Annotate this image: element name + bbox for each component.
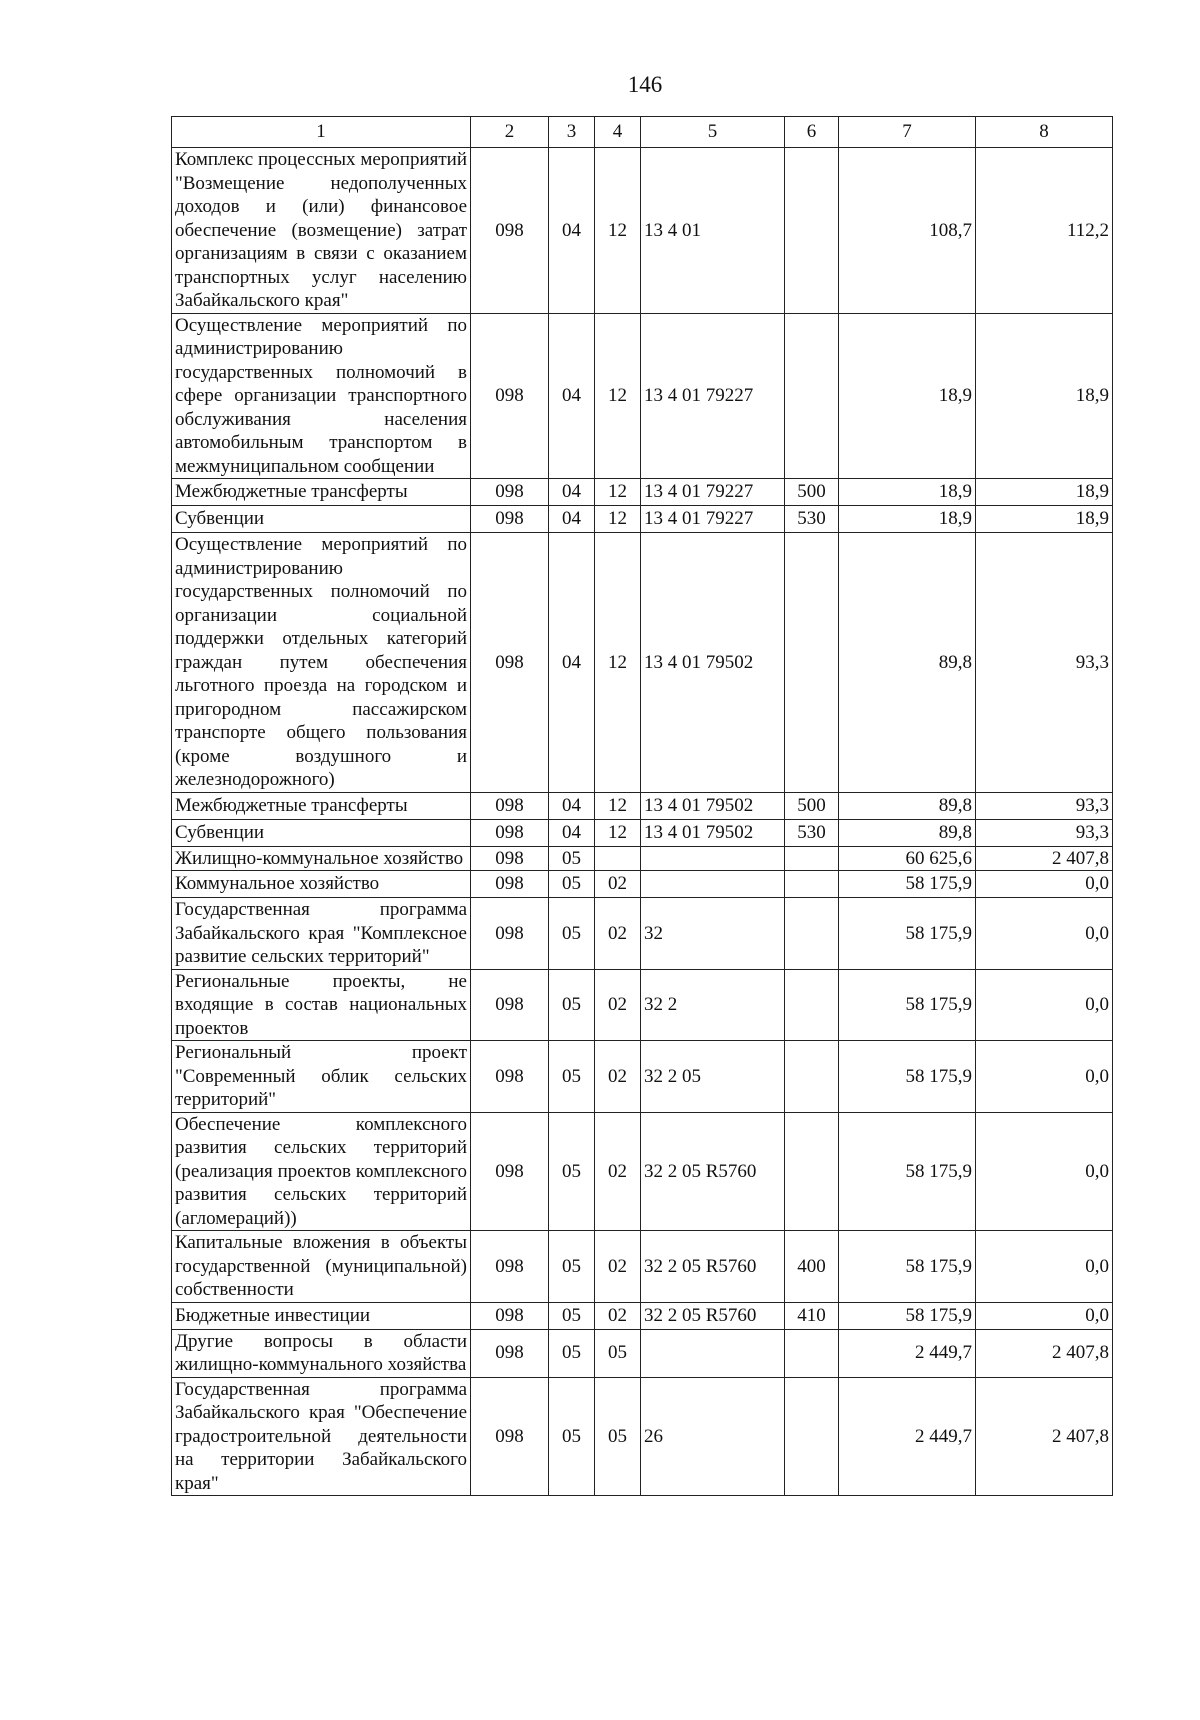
amount-cell-col8: 18,9 (976, 313, 1113, 479)
amount-cell-col7: 58 175,9 (839, 969, 976, 1041)
target-article-cell: 13 4 01 79227 (641, 479, 785, 506)
amount-cell-col8: 0,0 (976, 1112, 1113, 1231)
table-row (172, 479, 1113, 506)
expense-type-cell: 530 (785, 506, 839, 533)
page-number: 146 (627, 72, 663, 97)
subsection-code-cell: 12 (595, 533, 641, 793)
amount-cell-col8: 0,0 (976, 898, 1113, 970)
target-article-cell: 32 2 05 R5760 (641, 1231, 785, 1303)
table-row (172, 969, 1113, 1041)
section-code-cell: 05 (549, 1231, 595, 1303)
amount-cell-col8: 2 407,8 (976, 1377, 1113, 1496)
admin-code-cell: 098 (471, 1231, 549, 1303)
table-row (172, 533, 1113, 793)
subsection-code-cell: 12 (595, 479, 641, 506)
section-code-cell: 05 (549, 1302, 595, 1329)
table-row (172, 819, 1113, 846)
section-code-cell: 05 (549, 1041, 595, 1113)
header-cell: 7 (839, 117, 976, 148)
subsection-code-cell: 02 (595, 1112, 641, 1231)
target-article-cell: 32 (641, 898, 785, 970)
amount-cell-col7: 89,8 (839, 792, 976, 819)
expense-type-cell (785, 313, 839, 479)
subsection-code-cell: 02 (595, 1231, 641, 1303)
amount-cell-col7: 89,8 (839, 819, 976, 846)
table-row (172, 148, 1113, 314)
subsection-code-cell: 02 (595, 969, 641, 1041)
amount-cell-col8: 112,2 (976, 148, 1113, 314)
header-cell: 3 (549, 117, 595, 148)
admin-code-cell: 098 (471, 148, 549, 314)
section-code-cell: 04 (549, 148, 595, 314)
amount-cell-col7: 2 449,7 (839, 1329, 976, 1377)
target-article-cell: 32 2 05 (641, 1041, 785, 1113)
admin-code-cell: 098 (471, 1041, 549, 1113)
target-article-cell: 26 (641, 1377, 785, 1496)
expense-type-cell (785, 148, 839, 314)
amount-cell-col8: 0,0 (976, 871, 1113, 898)
amount-cell-col8: 2 407,8 (976, 846, 1113, 871)
row-name-cell: Региональный проект "Современный облик сельских территорий" (172, 1041, 471, 1113)
section-code-cell: 05 (549, 898, 595, 970)
amount-cell-col8: 0,0 (976, 1041, 1113, 1113)
amount-cell-col7: 18,9 (839, 313, 976, 479)
section-code-cell: 05 (549, 1112, 595, 1231)
budget-table (171, 116, 1113, 1496)
row-name-cell: Обеспечение комплексного развития сельских территорий (реализация проектов комплексного развития сельских территорий (агломераций)) (172, 1112, 471, 1231)
admin-code-cell: 098 (471, 969, 549, 1041)
expense-type-cell: 500 (785, 792, 839, 819)
table-row (172, 313, 1113, 479)
subsection-code-cell: 05 (595, 1329, 641, 1377)
target-article-cell: 32 2 (641, 969, 785, 1041)
amount-cell-col7: 58 175,9 (839, 1302, 976, 1329)
amount-cell-col8: 93,3 (976, 533, 1113, 793)
section-code-cell: 05 (549, 1377, 595, 1496)
subsection-code-cell: 05 (595, 1377, 641, 1496)
table-row (172, 1112, 1113, 1231)
section-code-cell: 04 (549, 313, 595, 479)
expense-type-cell (785, 871, 839, 898)
amount-cell-col7: 89,8 (839, 533, 976, 793)
section-code-cell: 05 (549, 846, 595, 871)
section-code-cell: 05 (549, 969, 595, 1041)
section-code-cell: 05 (549, 871, 595, 898)
row-name-cell: Субвенции (172, 819, 471, 846)
table-row (172, 846, 1113, 871)
row-name-cell: Осуществление мероприятий по администрированию государственных полномочий в сфере организации транспортного обслуживания населения автомобильным транспортом в межмуниципальном сообщении (172, 313, 471, 479)
header-cell: 6 (785, 117, 839, 148)
row-name-cell: Государственная программа Забайкальского края "Комплексное развитие сельских территорий" (172, 898, 471, 970)
subsection-code-cell: 02 (595, 1302, 641, 1329)
table-row (172, 1302, 1113, 1329)
target-article-cell: 32 2 05 R5760 (641, 1302, 785, 1329)
target-article-cell: 13 4 01 79502 (641, 792, 785, 819)
expense-type-cell (785, 1329, 839, 1377)
target-article-cell: 13 4 01 79227 (641, 313, 785, 479)
expense-type-cell (785, 969, 839, 1041)
amount-cell-col7: 58 175,9 (839, 1112, 976, 1231)
admin-code-cell: 098 (471, 1377, 549, 1496)
row-name-cell: Жилищно-коммунальное хозяйство (172, 846, 471, 871)
admin-code-cell: 098 (471, 313, 549, 479)
expense-type-cell: 400 (785, 1231, 839, 1303)
table-row (172, 898, 1113, 970)
admin-code-cell: 098 (471, 479, 549, 506)
amount-cell-col8: 0,0 (976, 1231, 1113, 1303)
admin-code-cell: 098 (471, 846, 549, 871)
table-row (172, 1231, 1113, 1303)
header-cell: 8 (976, 117, 1113, 148)
table-row (172, 871, 1113, 898)
admin-code-cell: 098 (471, 819, 549, 846)
row-name-cell: Коммунальное хозяйство (172, 871, 471, 898)
table-row (172, 506, 1113, 533)
header-cell: 4 (595, 117, 641, 148)
target-article-cell: 13 4 01 79227 (641, 506, 785, 533)
amount-cell-col8: 2 407,8 (976, 1329, 1113, 1377)
table-row (172, 1041, 1113, 1113)
row-name-cell: Межбюджетные трансферты (172, 792, 471, 819)
header-row (172, 117, 1113, 148)
admin-code-cell: 098 (471, 506, 549, 533)
row-name-cell: Капитальные вложения в объекты государственной (муниципальной) собственности (172, 1231, 471, 1303)
subsection-code-cell: 12 (595, 819, 641, 846)
target-article-cell (641, 871, 785, 898)
header-cell: 5 (641, 117, 785, 148)
admin-code-cell: 098 (471, 1329, 549, 1377)
section-code-cell: 04 (549, 792, 595, 819)
target-article-cell: 13 4 01 79502 (641, 533, 785, 793)
section-code-cell: 04 (549, 819, 595, 846)
amount-cell-col7: 58 175,9 (839, 871, 976, 898)
subsection-code-cell: 02 (595, 898, 641, 970)
expense-type-cell: 530 (785, 819, 839, 846)
row-name-cell: Другие вопросы в области жилищно-коммунального хозяйства (172, 1329, 471, 1377)
amount-cell-col7: 58 175,9 (839, 1231, 976, 1303)
admin-code-cell: 098 (471, 792, 549, 819)
amount-cell-col7: 18,9 (839, 479, 976, 506)
subsection-code-cell (595, 846, 641, 871)
amount-cell-col8: 93,3 (976, 792, 1113, 819)
target-article-cell (641, 1329, 785, 1377)
subsection-code-cell: 12 (595, 792, 641, 819)
row-name-cell: Субвенции (172, 506, 471, 533)
amount-cell-col7: 18,9 (839, 506, 976, 533)
table-row (172, 792, 1113, 819)
admin-code-cell: 098 (471, 1112, 549, 1231)
target-article-cell: 13 4 01 79502 (641, 819, 785, 846)
admin-code-cell: 098 (471, 898, 549, 970)
row-name-cell: Бюджетные инвестиции (172, 1302, 471, 1329)
expense-type-cell: 500 (785, 479, 839, 506)
header-cell: 2 (471, 117, 549, 148)
expense-type-cell (785, 533, 839, 793)
subsection-code-cell: 02 (595, 871, 641, 898)
amount-cell-col8: 18,9 (976, 506, 1113, 533)
subsection-code-cell: 12 (595, 506, 641, 533)
target-article-cell: 13 4 01 (641, 148, 785, 314)
row-name-cell: Осуществление мероприятий по администрированию государственных полномочий по организации социальной поддержки отдельных категорий граждан путем обеспечения льготного проезда на городском и пригородном пассажирском транспорте общего пользования (кроме воздушного и железнодорожного) (172, 533, 471, 793)
amount-cell-col8: 93,3 (976, 819, 1113, 846)
header-cell: 1 (172, 117, 471, 148)
subsection-code-cell: 02 (595, 1041, 641, 1113)
section-code-cell: 05 (549, 1329, 595, 1377)
admin-code-cell: 098 (471, 1302, 549, 1329)
subsection-code-cell: 12 (595, 313, 641, 479)
expense-type-cell (785, 1041, 839, 1113)
amount-cell-col8: 18,9 (976, 479, 1113, 506)
target-article-cell: 32 2 05 R5760 (641, 1112, 785, 1231)
amount-cell-col7: 2 449,7 (839, 1377, 976, 1496)
row-name-cell: Государственная программа Забайкальского края "Обеспечение градостроительной деятельности на территории Забайкальского края" (172, 1377, 471, 1496)
admin-code-cell: 098 (471, 533, 549, 793)
row-name-cell: Региональные проекты, не входящие в состав национальных проектов (172, 969, 471, 1041)
amount-cell-col8: 0,0 (976, 969, 1113, 1041)
row-name-cell: Межбюджетные трансферты (172, 479, 471, 506)
amount-cell-col7: 108,7 (839, 148, 976, 314)
expense-type-cell (785, 1377, 839, 1496)
section-code-cell: 04 (549, 506, 595, 533)
table-row (172, 1329, 1113, 1377)
subsection-code-cell: 12 (595, 148, 641, 314)
amount-cell-col7: 58 175,9 (839, 1041, 976, 1113)
section-code-cell: 04 (549, 479, 595, 506)
row-name-cell: Комплекс процессных мероприятий "Возмещение недополученных доходов и (или) финансовое обеспечение (возмещение) затрат организациям в связи с оказанием транспортных услуг населению Забайкальского края" (172, 148, 471, 314)
amount-cell-col8: 0,0 (976, 1302, 1113, 1329)
admin-code-cell: 098 (471, 871, 549, 898)
expense-type-cell (785, 898, 839, 970)
expense-type-cell (785, 1112, 839, 1231)
amount-cell-col7: 60 625,6 (839, 846, 976, 871)
expense-type-cell: 410 (785, 1302, 839, 1329)
table-row (172, 1377, 1113, 1496)
amount-cell-col7: 58 175,9 (839, 898, 976, 970)
expense-type-cell (785, 846, 839, 871)
target-article-cell (641, 846, 785, 871)
section-code-cell: 04 (549, 533, 595, 793)
